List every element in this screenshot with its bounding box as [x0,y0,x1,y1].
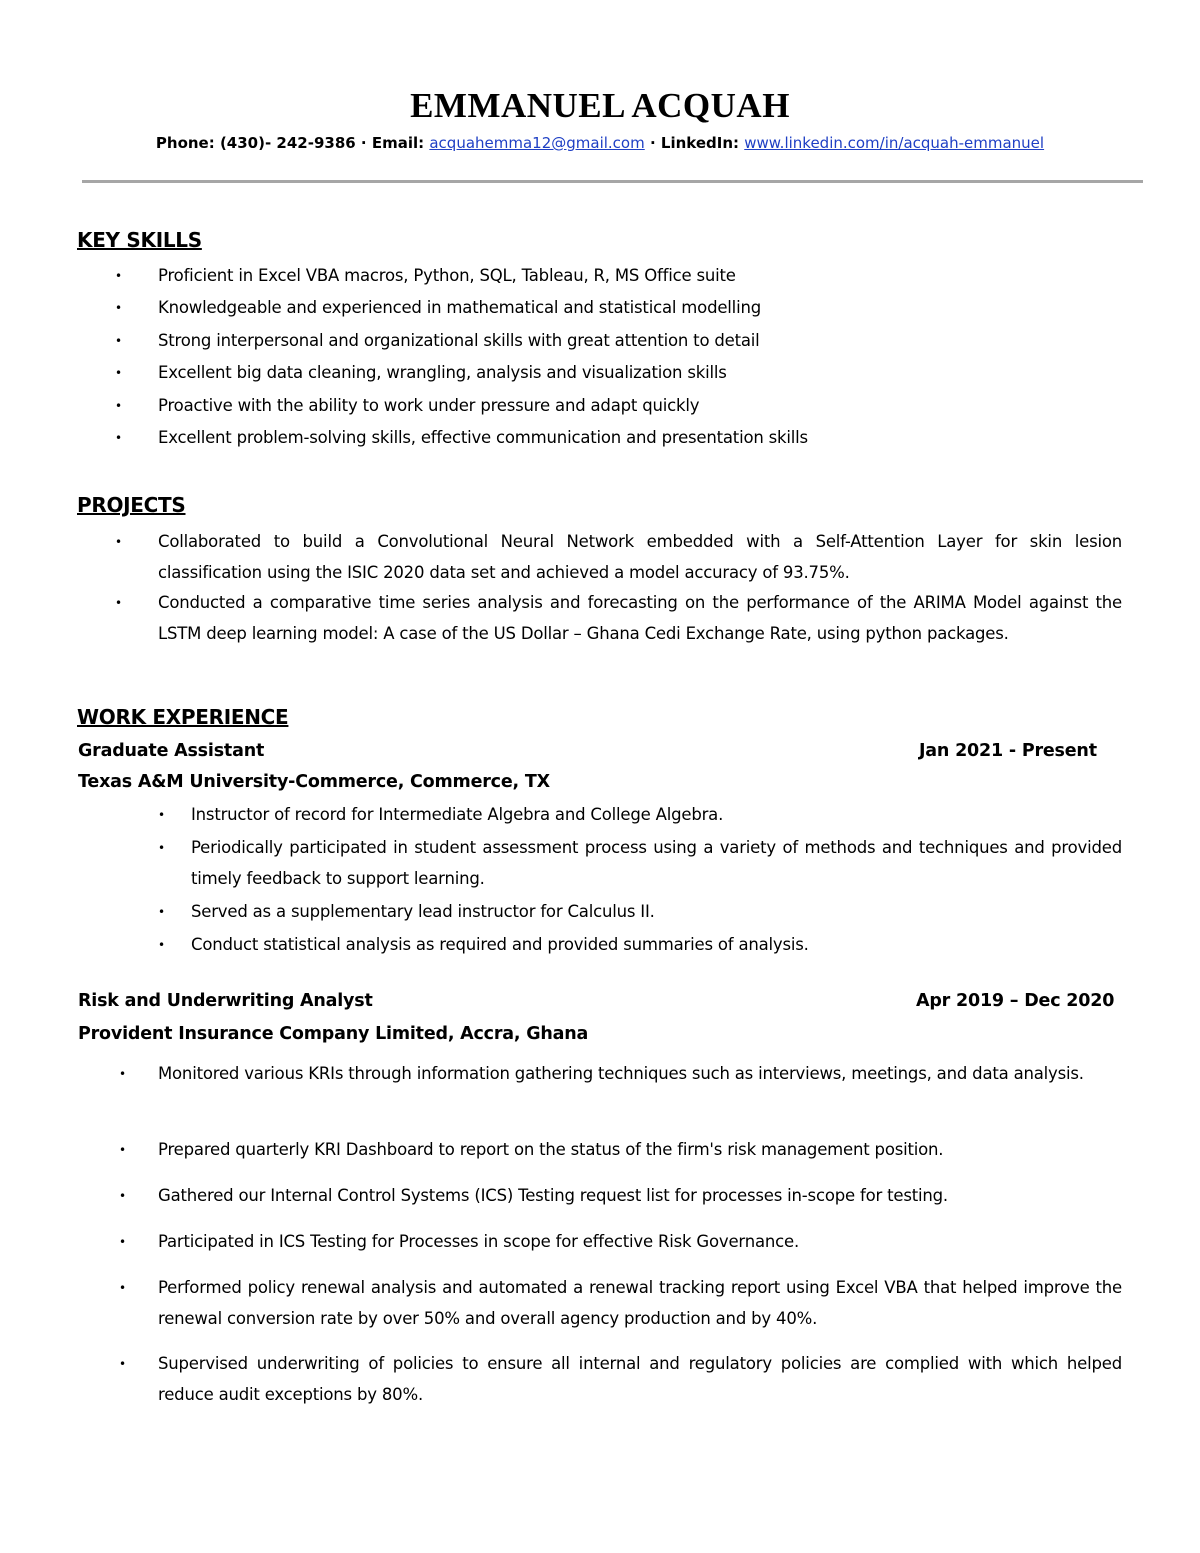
job-title: Graduate Assistant [78,741,265,761]
projects-heading: PROJECTS [77,493,186,517]
project-item: • Collaborated to build a Convolutional Neural Network embedded with a Self-Attention Layer for skin lesion classification using the ISIC 2020 data set and achieved a model accuracy of 93.75%. [158,527,1122,588]
bullet-icon: • [158,808,165,822]
bullet-icon: • [119,1067,126,1081]
contact-line [0,134,1200,152]
bullet-icon: • [115,333,122,348]
job-dates: Apr 2019 – Dec 2020 [916,991,1115,1011]
linkedin-link[interactable]: www.linkedin.com/in/acquah-emmanuel [744,134,1045,152]
project-item: • Conducted a comparative time series analysis and forecasting on the performance of the ARIMA Model against the LSTM deep learning model: A case of the US Dollar – Ghana Cedi Exchange Rate, using python packages. [158,588,1122,649]
skill-item: • Strong interpersonal and organizational skills with great attention to detail [115,330,760,350]
job-title: Risk and Underwriting Analyst [78,991,373,1011]
bullet-icon: • [119,1281,126,1295]
bullet-icon: • [115,301,122,316]
bullet-icon: • [115,366,122,381]
contact-separator: · [644,134,661,152]
job-organization: Texas A&M University-Commerce, Commerce, TX [78,772,550,792]
bullet-icon: • [115,596,122,610]
email-label: Email: [371,134,425,152]
bullet-icon: • [119,1357,126,1371]
duty-item: • Participated in ICS Testing for Processes in scope for effective Risk Governance. [158,1227,1122,1273]
bullet-icon: • [115,398,122,413]
duty-item: • Served as a supplementary lead instructor for Calculus II. [191,897,1122,930]
bullet-icon: • [115,430,122,445]
job-duties-list [158,800,1122,963]
bullet-icon: • [119,1143,126,1157]
key-skills-heading: KEY SKILLS [77,228,202,252]
bullet-icon: • [158,841,165,855]
duty-item: • Instructor of record for Intermediate Algebra and College Algebra. [191,800,1122,833]
skill-item: • Proactive with the ability to work under pressure and adapt quickly [115,395,700,415]
work-experience-heading: WORK EXPERIENCE [77,705,289,729]
bullet-icon: • [115,269,122,283]
duty-item: • Performed policy renewal analysis and automated a renewal tracking report using Excel VBA that helped improve the renewal conversion rate by over 50% and overall agency production and by 40%. [158,1273,1122,1349]
duty-item: • Prepared quarterly KRI Dashboard to report on the status of the firm's risk management position. [158,1135,1122,1181]
job-organization: Provident Insurance Company Limited, Accra, Ghana [78,1024,589,1044]
projects-list [115,527,1122,649]
skill-item: • Knowledgeable and experienced in mathematical and statistical modelling [115,298,761,318]
email-link[interactable]: acquahemma12@gmail.com [429,134,645,152]
duty-item: • Monitored various KRIs through information gathering techniques such as interviews, meetings, and data analysis. [158,1059,1122,1135]
bullet-icon: • [115,535,122,549]
bullet-icon: • [119,1235,126,1249]
skill-item: • Excellent problem-solving skills, effective communication and presentation skills [115,427,808,447]
skill-item: • Excellent big data cleaning, wrangling, analysis and visualization skills [115,363,727,383]
phone-number: (430)- 242-9386 · [214,134,372,152]
bullet-icon: • [158,905,165,919]
duty-item: • Gathered our Internal Control Systems (ICS) Testing request list for processes in-scope for testing. [158,1181,1122,1227]
bullet-icon: • [158,938,165,952]
job-duties-list [119,1059,1122,1411]
candidate-name: EMMANUEL ACQUAH [410,86,790,125]
key-skills-list [115,266,1128,460]
job-dates: Jan 2021 - Present [919,741,1097,761]
duty-item: • Supervised underwriting of policies to ensure all internal and regulatory policies are complied with which helped reduce audit exceptions by 80%. [158,1349,1122,1411]
linkedin-label: LinkedIn: [660,134,740,152]
header-divider [82,180,1143,183]
bullet-icon: • [119,1189,126,1203]
duty-item: • Periodically participated in student assessment process using a variety of methods and techniques and provided timely feedback to support learning. [191,833,1122,897]
skill-item: • Proficient in Excel VBA macros, Python, SQL, Tableau, R, MS Office suite [115,266,736,285]
phone-label: Phone: [155,134,215,152]
duty-item: • Conduct statistical analysis as required and provided summaries of analysis. [191,930,1122,963]
